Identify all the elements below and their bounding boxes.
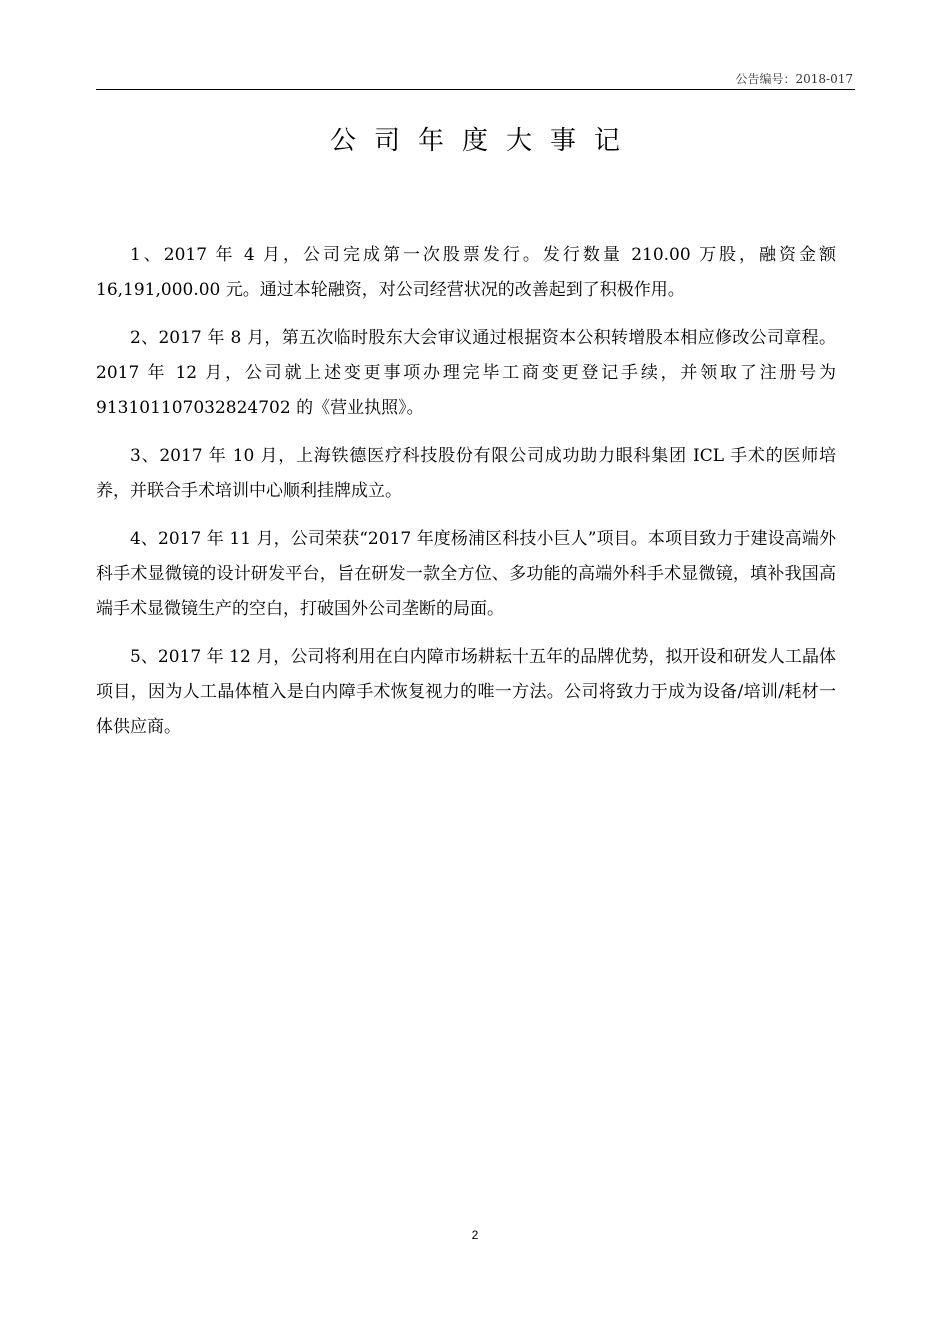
event-paragraph-3: 3、2017 年 10 月，上海铁德医疗科技股份有限公司成功助力眼科集团 ICL 手术的医师培养，并联合手术培训中心顺利挂牌成立。: [96, 446, 836, 501]
header-divider: [96, 89, 855, 90]
document-title: 公司年度大事记: [329, 126, 638, 156]
document-body: [96, 238, 836, 758]
page-number: 2: [471, 1228, 479, 1242]
event-paragraph-2: 2、2017 年 8 月，第五次临时股东大会审议通过根据资本公积转增股本相应修改公司章程。2017 年 12 月，公司就上述变更事项办理完毕工商变更登记手续，并领取了注册号为 913101107032824702 的《营业执照》。: [96, 328, 836, 418]
announcement-number: 公告编号：2018-017: [735, 72, 853, 86]
event-paragraph-1: 1、2017 年 4 月，公司完成第一次股票发行。发行数量 210.00 万股，融资金额 16,191,000.00 元。通过本轮融资，对公司经营状况的改善起到了积极作用。: [96, 245, 836, 300]
event-paragraph-5: 5、2017 年 12 月，公司将利用在白内障市场耕耘十五年的品牌优势，拟开设和研发人工晶体项目，因为人工晶体植入是白内障手术恢复视力的唯一方法。公司将致力于成为设备/培训/耗材一体供应商。: [96, 647, 837, 737]
event-paragraph-4: 4、2017 年 11 月，公司荣获“2017 年度杨浦区科技小巨人”项目。本项目致力于建设高端外科手术显微镜的设计研发平台，旨在研发一款全方位、多功能的高端外科手术显微镜，填补我国高端手术显微镜生产的空白，打破国外公司垄断的局面。: [96, 529, 836, 619]
